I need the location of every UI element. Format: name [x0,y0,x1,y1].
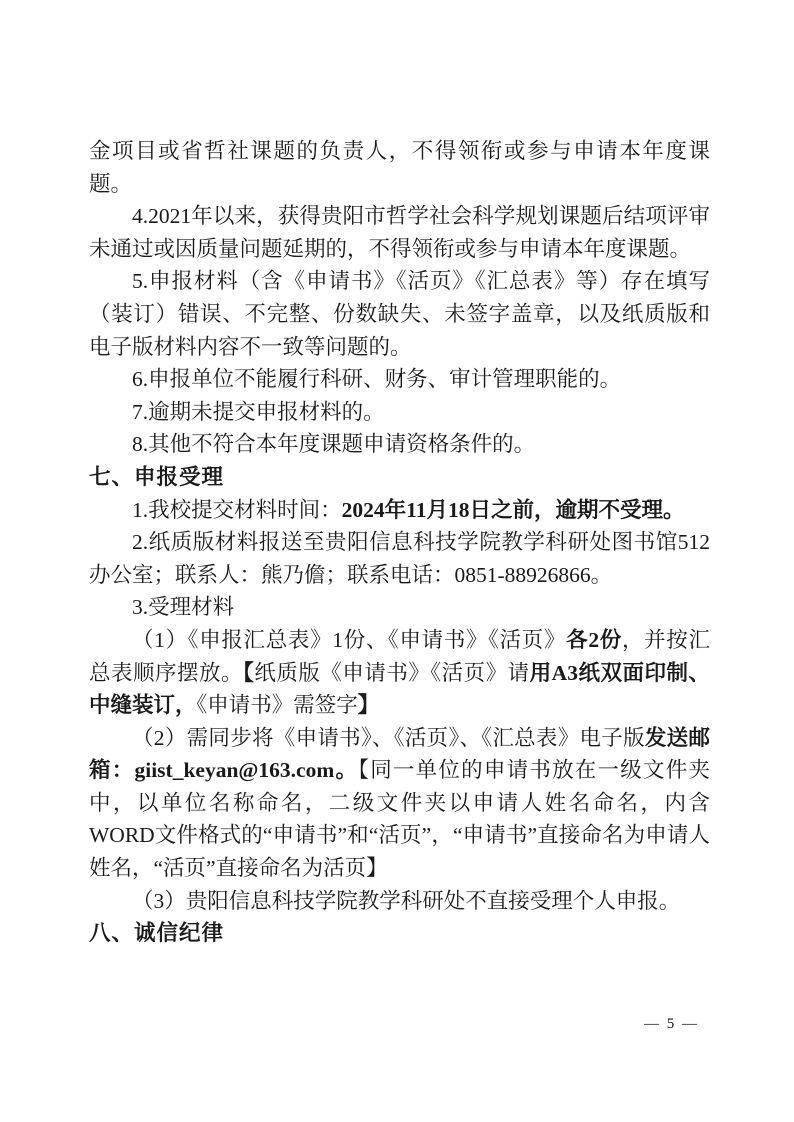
document-body [89,135,710,950]
paragraph [89,722,710,885]
paragraph [89,624,710,722]
emphasis-text-run: 八、诚信纪律 [89,921,225,946]
paragraph [89,363,710,396]
emphasis-text-run: 七、申报受理 [89,464,225,489]
text-run: 3.受理材料 [132,595,235,620]
text-run: （3）贵阳信息科技学院教学科研处不直接受理个人申报。 [132,888,681,913]
section-heading [89,461,710,494]
text-run: （1）《申报汇总表》1份、《申请书》《活页》 [132,627,567,652]
text-run: 4.2021年以来，获得贵阳市哲学社会科学规划课题后结项评审未通过或因质量问题延期的，不得领衔或参与申请本年度课题。 [89,204,710,261]
emphasis-text-run: 】 [357,693,380,718]
paragraph [89,200,710,265]
section-heading [89,917,710,950]
emphasis-text-run: 2024年11月18日之前，逾期不受理。 [341,497,685,522]
page-number: — 5 — [644,1016,699,1032]
paragraph [89,494,710,527]
emphasis-text-run: 各2份 [566,627,622,652]
text-run: （2）需同步将《申请书》、《活页》、《汇总表》电子版 [132,725,645,750]
text-run: 纸质版《申请书》《活页》请 [254,660,530,685]
text-run: 【同一单位的申请书放在一级文件夹中，以单位名称命名，二级文件夹以申请人姓名命名，内含WORD文件格式的“申请书”和“活页”，“申请书”直接命名为申请人姓名，“活页”直接命名为活页】 [89,758,710,881]
page-footer [644,1017,699,1032]
text-run: 金项目或省哲社课题的负责人，不得领衔或参与申请本年度课题。 [89,139,710,196]
text-run: 6.申报单位不能履行科研、财务、审计管理职能的。 [132,367,622,392]
paragraph [89,396,710,429]
text-run: 《申请书》需签字 [196,693,358,718]
text-run: 7.逾期未提交申报材料的。 [132,399,385,424]
paragraph [89,591,710,624]
paragraph [89,526,710,591]
paragraph [89,428,710,461]
paragraph [89,135,710,200]
emphasis-text-run: 用A3纸双面印制、中缝装订， [89,660,710,718]
text-run: 1.我校提交材料时间： [132,497,342,522]
paragraph [89,265,710,363]
text-run: 2.纸质版材料报送至贵阳信息科技学院教学科研处图书馆512办公室；联系人：熊乃儋；联系电话：0851-88926866。 [89,530,710,587]
text-run: 8.其他不符合本年度课题申请资格条件的。 [132,432,536,457]
paragraph [89,885,710,918]
emphasis-text-run: 发送邮箱：giist_keyan@163.com。 [89,725,710,783]
text-run: ，并按汇总表顺序摆放。 [89,627,710,685]
text-run: 5.申报材料（含《申请书》《活页》《汇总表》等）存在填写（装订）错误、不完整、份数缺失、未签字盖章，以及纸质版和电子版材料内容不一致等问题的。 [89,269,710,359]
emphasis-text-run: 【 [243,660,255,685]
